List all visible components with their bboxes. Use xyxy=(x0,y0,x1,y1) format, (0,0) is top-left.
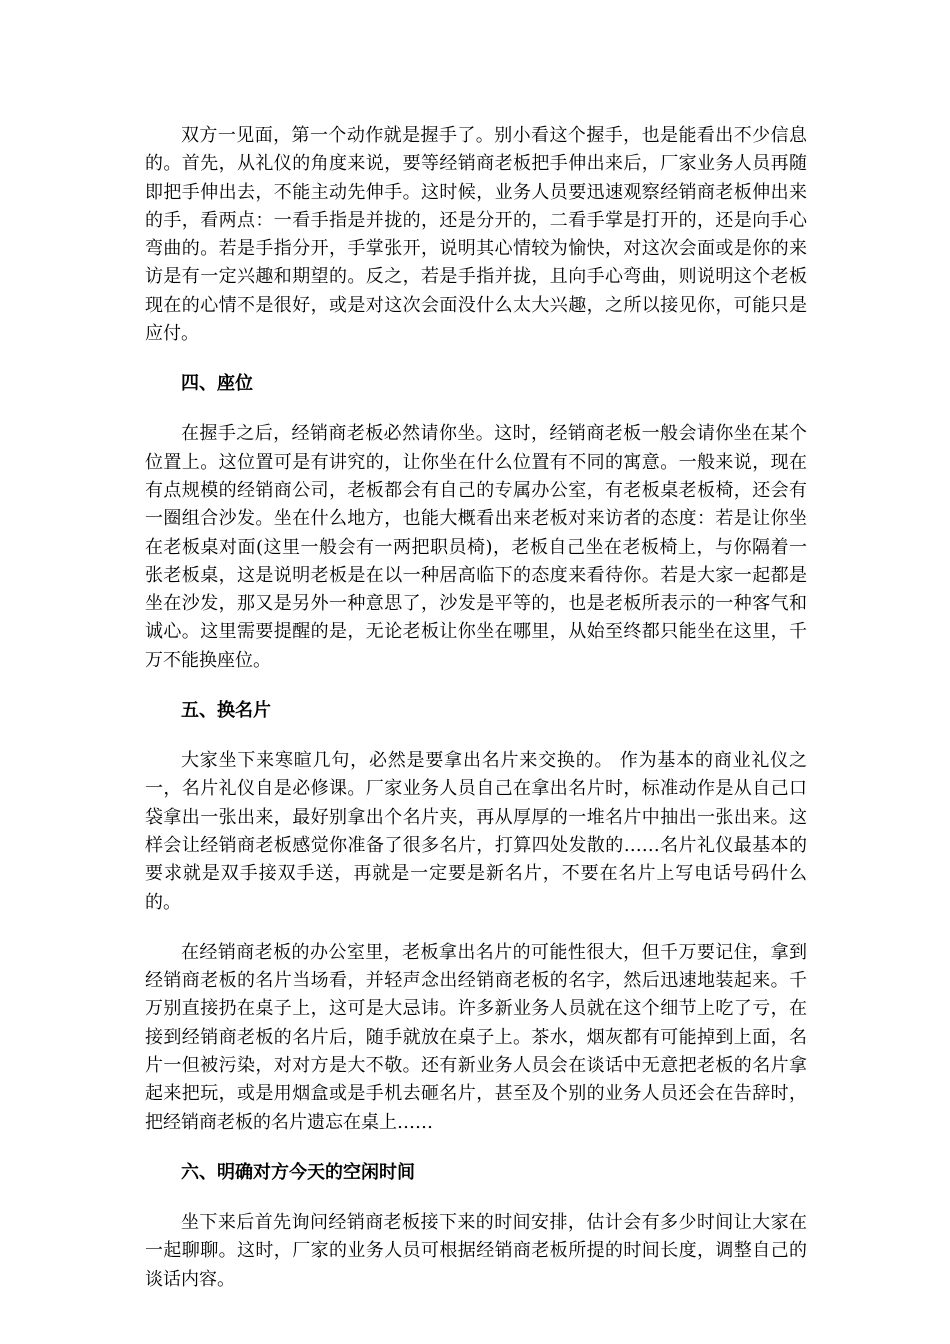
paragraph-business-cards-1: 大家坐下来寒暄几句，必然是要拿出名片来交换的。 作为基本的商业礼仪之一，名片礼仪自是必修课。厂家业务人员自己在拿出名片时，标准动作是从自己口袋拿出一张出来，最好别拿出个名片夹，再从厚厚的一堆名片中抽出一张出来。这样会让经销商老板感觉你准备了很多名片，打算四处发散的……名片礼仪最基本的要求就是双手接双手送，再就是一定要是新名片，不要在名片上写电话号码什么的。 xyxy=(145,750,807,913)
spacer xyxy=(145,398,807,420)
paragraph-seating: 在握手之后，经销商老板必然请你坐。这时，经销商老板一般会请你坐在某个位置上。这位置可是有讲究的，让你坐在什么位置有不同的寓意。一般来说，现在有点规模的经销商公司，老板都会有自己的专属办公室，有老板桌老板椅，还会有一圈组合沙发。坐在什么地方，也能大概看出来老板对来访者的态度：若是让你坐在老板桌对面(这里一般会有一两把职员椅)，老板自己坐在老板椅上，与你隔着一张老板桌，这是说明老板是在以一种居高临下的态度来看待你。若是大家一起都是坐在沙发，那又是另外一种意思了，沙发是平等的，也是老板所表示的一种客气和诚心。这里需要提醒的是，无论老板让你坐在哪里，从始至终都只能坐在这里，千万不能换座位。 xyxy=(145,423,807,671)
paragraph-free-time: 坐下来后首先询问经销商老板接下来的时间安排，估计会有多少时间让大家在一起聊聊。这时，厂家的业务人员可根据经销商老板所提的时间长度，调整自己的谈话内容。 xyxy=(145,1211,807,1290)
spacer xyxy=(145,675,807,697)
spacer xyxy=(145,1137,807,1159)
paragraph-handshake: 双方一见面，第一个动作就是握手了。别小看这个握手，也是能看出不少信息的。首先，从礼仪的角度来说，要等经销商老板把手伸出来后，厂家业务人员再随即把手伸出去，不能主动先伸手。这时候，业务人员要迅速观察经销商老板伸出来的手，看两点：一看手指是并拢的，还是分开的，二看手掌是打开的，还是向手心弯曲的。若是手指分开，手掌张开，说明其心情较为愉快，对这次会面或是你的来访是有一定兴趣和期望的。反之，若是手指并拢，且向手心弯曲，则说明这个老板现在的心情不是很好，或是对这次会面没什么太大兴趣，之所以接见你，可能只是应付。 xyxy=(145,125,807,345)
spacer xyxy=(145,1187,807,1209)
paragraph-business-cards-2: 在经销商老板的办公室里，老板拿出名片的可能性很大，但千万要记住，拿到经销商老板的名片当场看，并轻声念出经销商老板的名字，然后迅速地装起来。千万别直接扔在桌子上，这可是大忌讳。许多新业务人员就在这个细节上吃了亏，在接到经销商老板的名片后，随手就放在桌子上。茶水，烟灰都有可能掉到上面，名片一但被污染，对对方是大不敬。还有新业务人员会在谈话中无意把老板的名片拿起来把玩，或是用烟盒或是手机去砸名片，甚至及个别的业务人员还会在告辞时，把经销商老板的名片遗忘在桌上…… xyxy=(145,941,807,1133)
spacer xyxy=(145,725,807,747)
spacer xyxy=(145,917,807,939)
heading-seating: 四、座位 xyxy=(181,373,253,395)
heading-business-cards: 五、换名片 xyxy=(181,700,271,722)
heading-free-time: 六、明确对方今天的空闲时间 xyxy=(181,1161,415,1183)
spacer xyxy=(145,348,807,370)
document-page xyxy=(145,122,807,1294)
